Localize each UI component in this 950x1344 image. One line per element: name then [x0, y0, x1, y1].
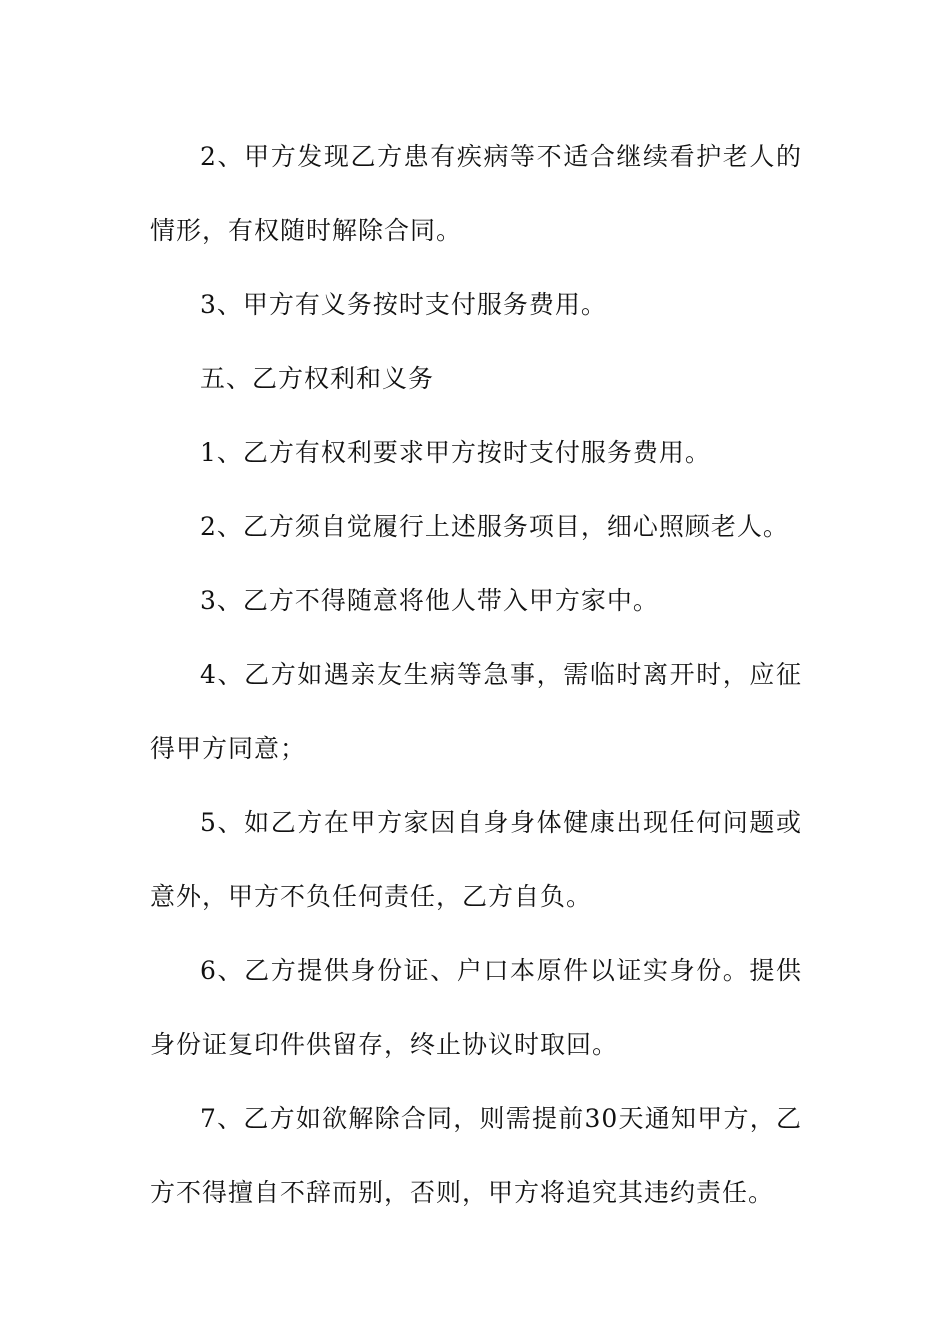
- paragraph-party-b-termination: 7、乙方如欲解除合同，则需提前30天通知甲方，乙方不得擅自不辞而别，否则，甲方将追究其违约责任。: [150, 1104, 802, 1207]
- paragraph-party-b-duty: 2、乙方须自觉履行上述服务项目，细心照顾老人。: [200, 512, 789, 541]
- paragraph-party-b-right: 1、乙方有权利要求甲方按时支付服务费用。: [200, 438, 711, 467]
- paragraph-party-a-payment: 3、甲方有义务按时支付服务费用。: [200, 290, 607, 319]
- paragraph-party-b-health: 5、如乙方在甲方家因自身身体健康出现任何问题或意外，甲方不负任何责任，乙方自负。: [150, 808, 802, 911]
- section-heading-party-b: 五、乙方权利和义务: [200, 364, 435, 393]
- document-body: [150, 120, 802, 1230]
- paragraph-party-b-id: 6、乙方提供身份证、户口本原件以证实身份。提供身份证复印件供留存，终止协议时取回。: [150, 956, 802, 1059]
- paragraph-party-a-terminate: 2、甲方发现乙方患有疾病等不适合继续看护老人的情形，有权随时解除合同。: [150, 142, 802, 245]
- paragraph-party-b-leave: 4、乙方如遇亲友生病等急事，需临时离开时，应征得甲方同意；: [150, 660, 802, 763]
- paragraph-party-b-visitors: 3、乙方不得随意将他人带入甲方家中。: [200, 586, 659, 615]
